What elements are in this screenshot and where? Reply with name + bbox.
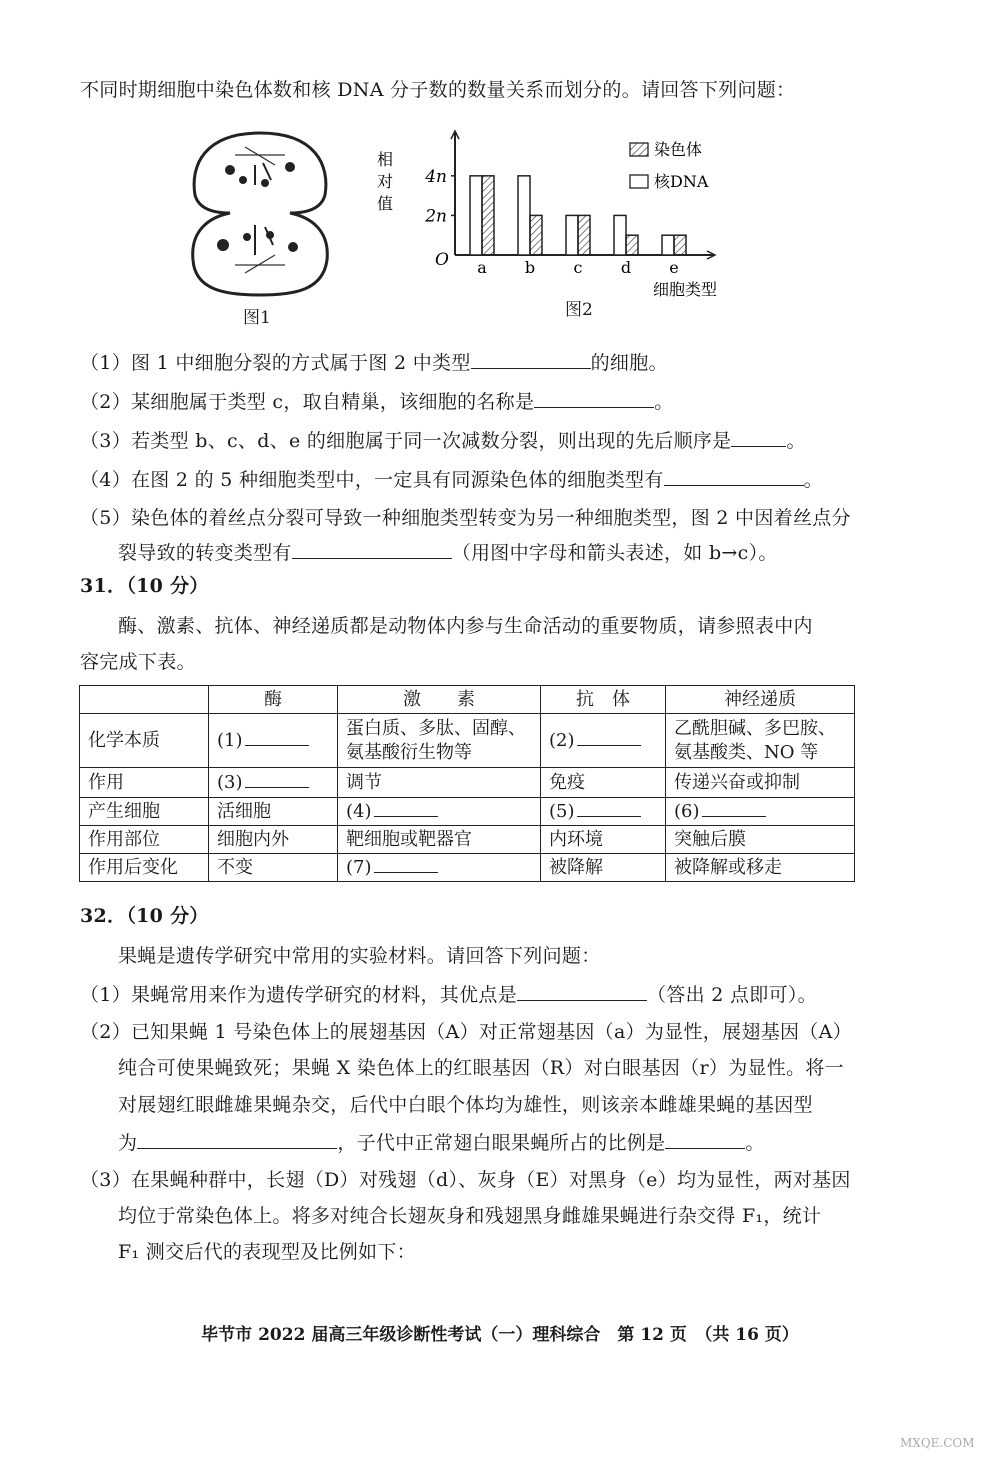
table-row: 产生细胞 活细胞 (4) (5) (6) (80, 798, 855, 826)
q30-3: （3）若类型 b、c、d、e 的细胞属于同一次减数分裂，则出现的先后顺序是 。 (80, 430, 806, 452)
figure-1 (185, 125, 335, 328)
table-header: 神经递质 (666, 686, 855, 714)
legend-swatch-chromosome (630, 143, 648, 156)
bar-dna (566, 215, 578, 255)
y-tick-label: 2n (425, 206, 447, 227)
table-blank[interactable] (374, 856, 438, 873)
q32-2-blank-a[interactable] (137, 1130, 337, 1149)
q32-3-line1: （3）在果蝇种群中，长翅（D）对残翅（d）、灰身（E）对黑身（e）均为显性，两对基因 (80, 1169, 851, 1191)
q31-intro-1: 酶、激素、抗体、神经递质都是动物体内参与生命活动的重要物质，请参照表中内 (118, 615, 813, 637)
q32-1-blank[interactable] (517, 982, 647, 1001)
bar-chromosome (674, 235, 686, 255)
bar-chromosome (530, 215, 542, 255)
table-header: 激 素 (338, 686, 541, 714)
q32-2-line4: 为 ，子代中正常翅白眼果蝇所占的比例是 。 (118, 1132, 765, 1154)
watermark: MXQE.COM (900, 1436, 975, 1450)
q32-3-line2: 均位于常染色体上。将多对纯合长翅灰身和残翅黑身雌雄果蝇进行杂交得 F₁，统计 (118, 1205, 822, 1227)
y-axis-label-char: 对 (377, 172, 394, 191)
y-tick-label: 4n (425, 166, 447, 187)
q31-heading: 31．（10 分） (80, 575, 209, 597)
q30-4: （4）在图 2 的 5 种细胞类型中，一定具有同源染色体的细胞类型有 。 (80, 469, 823, 491)
origin-label: O (435, 250, 449, 270)
bar-dna (518, 176, 530, 255)
table-blank[interactable] (245, 771, 309, 788)
q32-1: （1）果蝇常用来作为遗传学研究的材料，其优点是 （答出 2 点即可）。 (80, 984, 817, 1006)
q30-1: （1）图 1 中细胞分裂的方式属于图 2 中类型 的细胞。 (80, 352, 668, 374)
q32-heading: 32．（10 分） (80, 905, 209, 927)
q30-2: （2）某细胞属于类型 c，取自精巢，该细胞的名称是 。 (80, 391, 674, 413)
q30-3-blank[interactable] (731, 428, 786, 447)
q30-5-line1: （5）染色体的着丝点分裂可导致一种细胞类型转变为另一种细胞类型，图 2 中因着丝点分 (80, 507, 851, 529)
q32-2-line2: 纯合可使果蝇致死；果蝇 X 染色体上的红眼基因（R）对白眼基因（r）为显性。将一 (118, 1057, 844, 1079)
q30-5-blank[interactable] (292, 540, 452, 559)
x-tick-label: e (669, 258, 679, 277)
bar-dna (470, 176, 482, 255)
table-header: 抗 体 (541, 686, 666, 714)
bar-chromosome (578, 215, 590, 255)
q32-3-line3: F₁ 测交后代的表现型及比例如下： (118, 1241, 416, 1263)
y-axis-label-char: 相 (377, 150, 394, 169)
x-tick-label: a (477, 258, 487, 277)
table-blank[interactable] (374, 800, 438, 817)
q31-intro-2: 容完成下表。 (80, 651, 196, 673)
legend-label-dna: 核DNA (654, 172, 709, 191)
q32-intro: 果蝇是遗传学研究中常用的实验材料。请回答下列问题： (118, 945, 601, 967)
legend-label-chromosome: 染色体 (654, 140, 703, 159)
table-header (80, 686, 209, 714)
q30-1-blank[interactable] (471, 350, 591, 369)
cell-division-diagram (185, 125, 335, 300)
q30-4-blank[interactable] (664, 467, 804, 486)
y-axis-label-char: 值 (377, 194, 394, 213)
q31-table (79, 685, 855, 882)
table-blank[interactable] (245, 729, 309, 746)
page-footer: 毕节市 2022 届高三年级诊断性考试（一）理科综合 第 12 页 （共 16 页） (201, 1325, 799, 1345)
q32-2-blank-b[interactable] (665, 1130, 745, 1149)
legend-swatch-dna (630, 175, 648, 188)
table-blank[interactable] (702, 800, 766, 817)
bar-dna (614, 215, 626, 255)
x-tick-label: c (573, 258, 583, 277)
bar-dna (662, 235, 674, 255)
x-axis-label: 细胞类型 (652, 280, 718, 299)
intro-text: 不同时期细胞中染色体数和核 DNA 分子数的数量关系而划分的。请回答下列问题： (80, 79, 796, 101)
table-row: 作用部位 细胞内外 靶细胞或靶器官 内环境 突触后膜 (80, 826, 855, 854)
q30-5-line2: 裂导致的转变类型有 （用图中字母和箭头表述，如 b→c）。 (118, 542, 778, 564)
bar-chromosome (482, 176, 494, 255)
figure-2-caption: 图2 (565, 300, 593, 320)
table-header: 酶 (209, 686, 338, 714)
figure-1-caption: 图1 (243, 308, 271, 328)
table-row: 作用后变化 不变 (7) 被降解 被降解或移走 (80, 854, 855, 882)
figure-2 (365, 125, 745, 325)
table-blank[interactable] (577, 729, 641, 746)
bar-chromosome (626, 235, 638, 255)
q32-2-line1: （2）已知果蝇 1 号染色体上的展翅基因（A）对正常翅基因（a）为显性，展翅基因（A） (80, 1021, 852, 1043)
table-blank[interactable] (577, 800, 641, 817)
bar-chart (365, 125, 745, 325)
x-tick-label: b (524, 258, 536, 277)
x-tick-label: d (620, 258, 632, 277)
q32-2-line3: 对展翅红眼雌雄果蝇杂交，后代中白眼个体均为雄性，则该亲本雌雄果蝇的基因型 (118, 1094, 813, 1116)
q30-2-blank[interactable] (534, 389, 654, 408)
table-row: 化学本质 (1) 蛋白质、多肽、固醇、氨基酸衍生物等 (2) 乙酰胆碱、多巴胺、氨基酸类、NO 等 (80, 714, 855, 768)
table-row: 作用 (3) 调节 免疫 传递兴奋或抑制 (80, 768, 855, 798)
